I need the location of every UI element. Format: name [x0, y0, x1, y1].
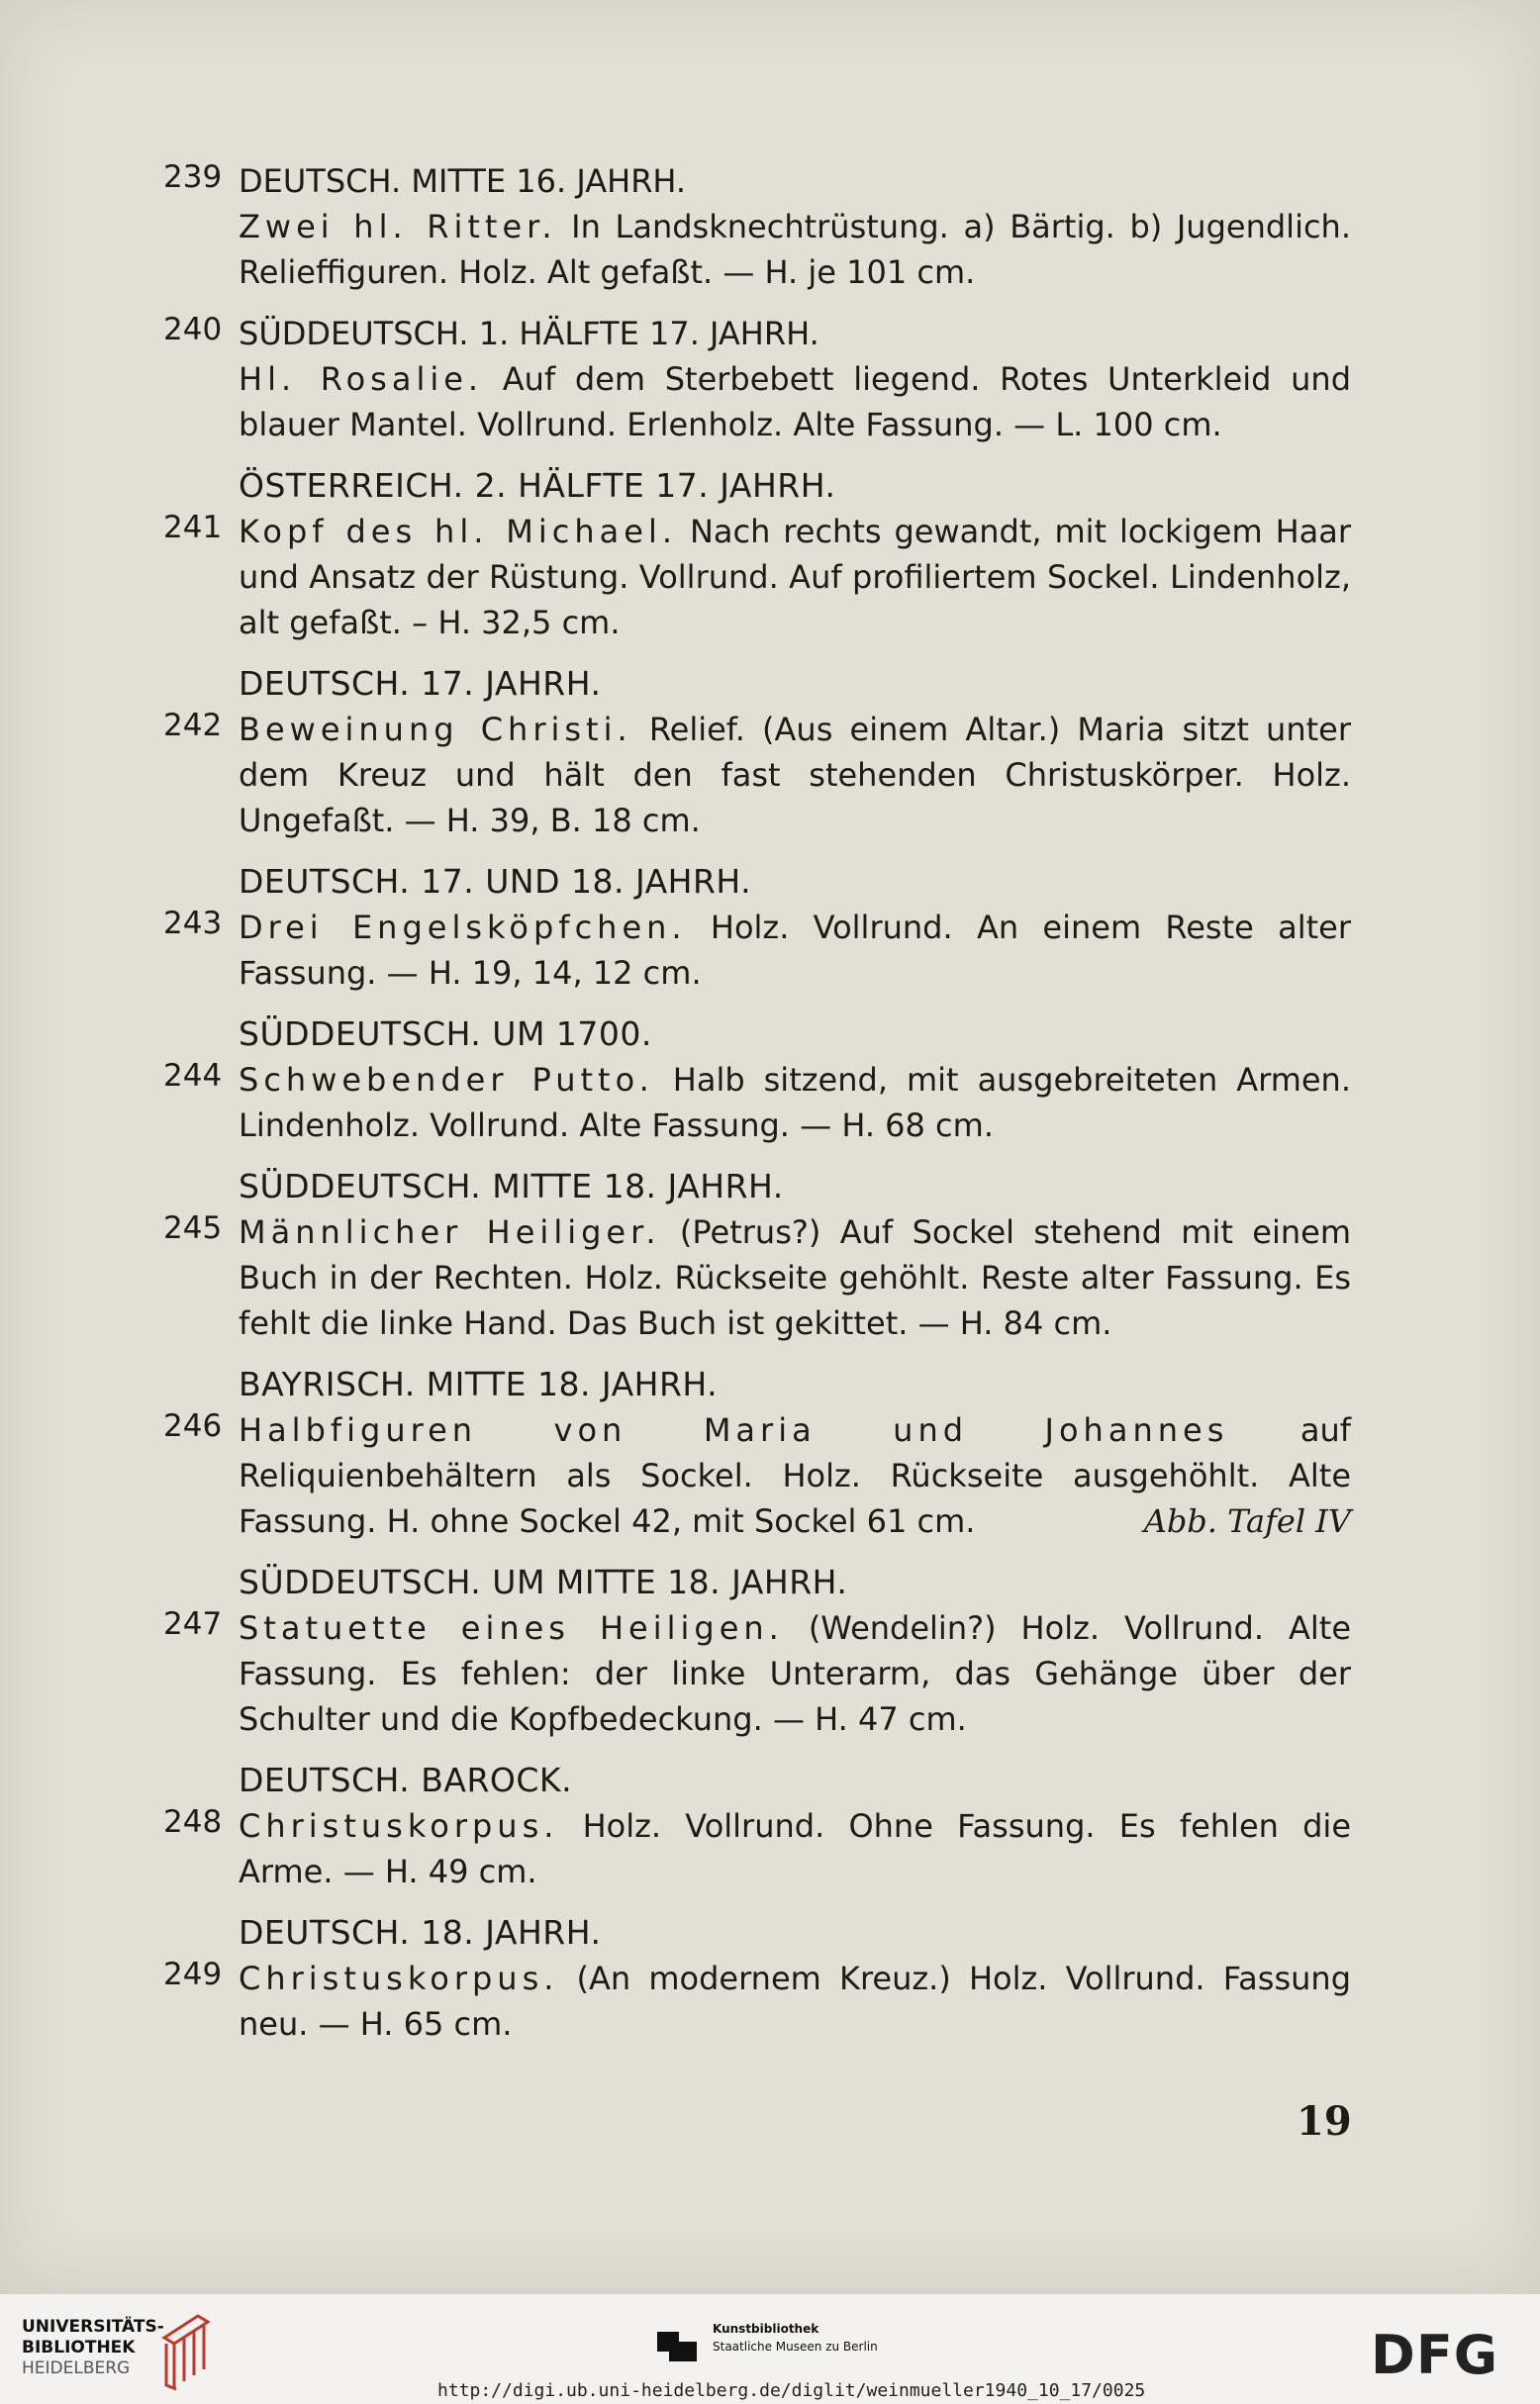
- entry-body: [163, 356, 1351, 447]
- entry-text: [239, 707, 1351, 843]
- entry-number: 244: [163, 1058, 223, 1094]
- ub-heidelberg-wordmark[interactable]: [22, 2317, 164, 2379]
- catalog-entry: [163, 1011, 1351, 1148]
- entry-description: Holz. Vollrund. An einem Reste alter Fassung. — H. 19, 14, 12 cm.: [239, 909, 1352, 992]
- entry-text: [239, 1407, 1351, 1544]
- entry-title: Statuette eines Heiligen.: [239, 1609, 784, 1647]
- catalog-entries: [163, 158, 1351, 2063]
- entry-title: Christuskorpus.: [239, 1807, 559, 1845]
- entry-body: [163, 1057, 1351, 1148]
- entry-number: 243: [163, 906, 223, 941]
- entry-text: [239, 1956, 1351, 2047]
- entry-description: Nach rechts gewandt, mit lockigem Haar und Ansatz der Rüstung. Vollrund. Auf profiliertem Sockel. Lindenholz, alt gefaßt. – H. 32,5 cm.: [239, 513, 1351, 641]
- entry-description: (Wendelin?) Holz. Vollrund. Alte Fassung. Es fehlen: der linke Unterarm, das Gehänge über der Schulter und die Kopfbedeckung. — H. 47 cm.: [239, 1609, 1351, 1738]
- kunstbibliothek-icon: [655, 2322, 699, 2365]
- entry-title: Hl. Rosalie.: [239, 360, 484, 398]
- entry-description: Auf dem Sterbebett liegend. Rotes Unterkleid und blauer Mantel. Vollrund. Erlenholz. Alte Fassung. — L. 100 cm.: [239, 360, 1351, 443]
- entry-description: In Landsknechtrüstung. a) Bärtig. b) Jugendlich. Relieffiguren. Holz. Alt gefaßt. — H. je 101 cm.: [239, 208, 1352, 291]
- entry-title: Beweinung Christi.: [239, 711, 632, 748]
- entry-body: [163, 707, 1351, 843]
- catalog-entry: [163, 463, 1351, 645]
- catalog-entry: [163, 1758, 1351, 1894]
- entry-number: 245: [163, 1210, 223, 1246]
- kb-name: Kunstbibliothek: [713, 2322, 819, 2336]
- entry-text: [239, 1057, 1351, 1148]
- entry-number: 240: [163, 312, 223, 347]
- catalog-entry: [163, 859, 1351, 996]
- entry-heading: DEUTSCH. MITTE 16. JAHRH.: [239, 162, 687, 200]
- entry-title: Kopf des hl. Michael.: [239, 513, 678, 550]
- entry-number: 246: [163, 1408, 223, 1444]
- entry-number: 241: [163, 510, 223, 545]
- entry-number: 249: [163, 1957, 223, 1992]
- catalog-entry: [163, 1164, 1351, 1346]
- page-number: 19: [1297, 2098, 1352, 2145]
- entry-number: 242: [163, 708, 223, 743]
- entry-description: Relief. (Aus einem Altar.) Maria sitzt unter dem Kreuz und hält den fast stehenden Christuskörper. Holz. Ungefaßt. — H. 39, B. 18 cm.: [239, 711, 1352, 839]
- entry-body: [163, 1407, 1351, 1544]
- entry-text: [239, 1803, 1351, 1894]
- catalog-entry: [163, 661, 1351, 843]
- kb-line-1: [713, 2320, 878, 2338]
- entry-description: (Petrus?) Auf Sockel stehend mit einem Buch in der Rechten. Holz. Rückseite gehöhlt. Reste alter Fassung. Es fehlt die linke Hand. Das Buch ist gekittet. — H. 84 cm.: [239, 1213, 1352, 1342]
- entry-heading: DEUTSCH. BAROCK.: [239, 1761, 573, 1799]
- entry-text: [239, 356, 1351, 447]
- entry-text: [239, 1605, 1351, 1742]
- entry-number: 248: [163, 1804, 223, 1840]
- entry-heading-line: [163, 311, 1351, 356]
- ub-line-3: HEIDELBERG: [22, 2358, 131, 2378]
- entry-text: [239, 1209, 1351, 1346]
- entry-body: [163, 1956, 1351, 2047]
- entry-title: Schwebender Putto.: [239, 1061, 654, 1099]
- dfg-logo[interactable]: DFG: [1371, 2324, 1499, 2386]
- catalog-entry: [163, 158, 1351, 295]
- entry-body: [163, 1605, 1351, 1742]
- permalink-url[interactable]: http://digi.ub.uni-heidelberg.de/diglit/weinmueller1940_10_17/0025: [437, 2380, 1146, 2401]
- entry-body: [163, 1803, 1351, 1894]
- entry-heading: ÖSTERREICH. 2. HÄLFTE 17. JAHRH.: [239, 466, 836, 505]
- entry-body: [163, 509, 1351, 645]
- entry-title: Halbfiguren von Maria und Johannes: [239, 1411, 1229, 1449]
- entry-text: [239, 905, 1351, 996]
- entry-title: Zwei hl. Ritter.: [239, 208, 557, 245]
- kunstbibliothek-text: [713, 2320, 878, 2356]
- entry-text: [239, 204, 1351, 295]
- catalog-entry: [163, 311, 1351, 447]
- kb-line-2: Staatliche Museen zu Berlin: [713, 2340, 878, 2354]
- plate-reference: Abb. Tafel IV: [1143, 1502, 1351, 1540]
- entry-description: auf Reliquienbehältern als Sockel. Holz. Rückseite ausgehöhlt. Alte Fassung. H. ohne Sockel 42, mit Sockel 61 cm.: [239, 1411, 1351, 1540]
- ub-heidelberg-logo-icon[interactable]: [156, 2308, 214, 2391]
- entry-number: 239: [163, 159, 223, 195]
- entry-description: Holz. Vollrund. Ohne Fassung. Es fehlen die Arme. — H. 49 cm.: [239, 1807, 1351, 1890]
- catalog-entry: [163, 1362, 1351, 1544]
- entry-body: [163, 204, 1351, 295]
- catalog-entry: [163, 1560, 1351, 1742]
- catalog-entry: [163, 1910, 1351, 2047]
- entry-heading: SÜDDEUTSCH. UM 1700.: [239, 1014, 652, 1053]
- entry-text: [239, 509, 1351, 645]
- entry-heading: DEUTSCH. 17. UND 18. JAHRH.: [239, 862, 752, 901]
- entry-heading: SÜDDEUTSCH. 1. HÄLFTE 17. JAHRH.: [239, 315, 819, 352]
- ub-line-1: UNIVERSITÄTS-: [22, 2317, 164, 2337]
- entry-heading: DEUTSCH. 18. JAHRH.: [239, 1913, 602, 1952]
- entry-heading: DEUTSCH. 17. JAHRH.: [239, 664, 602, 703]
- entry-body: [163, 905, 1351, 996]
- entry-description: (An modernem Kreuz.) Holz. Vollrund. Fassung neu. — H. 65 cm.: [239, 1960, 1351, 2043]
- ub-line-2: BIBLIOTHEK: [22, 2338, 136, 2357]
- entry-heading: BAYRISCH. MITTE 18. JAHRH.: [239, 1365, 719, 1403]
- entry-heading-line: [163, 158, 1351, 204]
- entry-heading: SÜDDEUTSCH. MITTE 18. JAHRH.: [239, 1167, 784, 1205]
- entry-number: 247: [163, 1606, 223, 1642]
- entry-title: Männlicher Heiliger.: [239, 1213, 661, 1251]
- entry-title: Drei Engelsköpfchen.: [239, 909, 687, 946]
- entry-body: [163, 1209, 1351, 1346]
- entry-heading: SÜDDEUTSCH. UM MITTE 18. JAHRH.: [239, 1563, 848, 1601]
- entry-title: Christuskorpus.: [239, 1960, 559, 1997]
- entry-description: Halb sitzend, mit ausgebreiteten Armen. Lindenholz. Vollrund. Alte Fassung. — H. 68 cm.: [239, 1061, 1352, 1144]
